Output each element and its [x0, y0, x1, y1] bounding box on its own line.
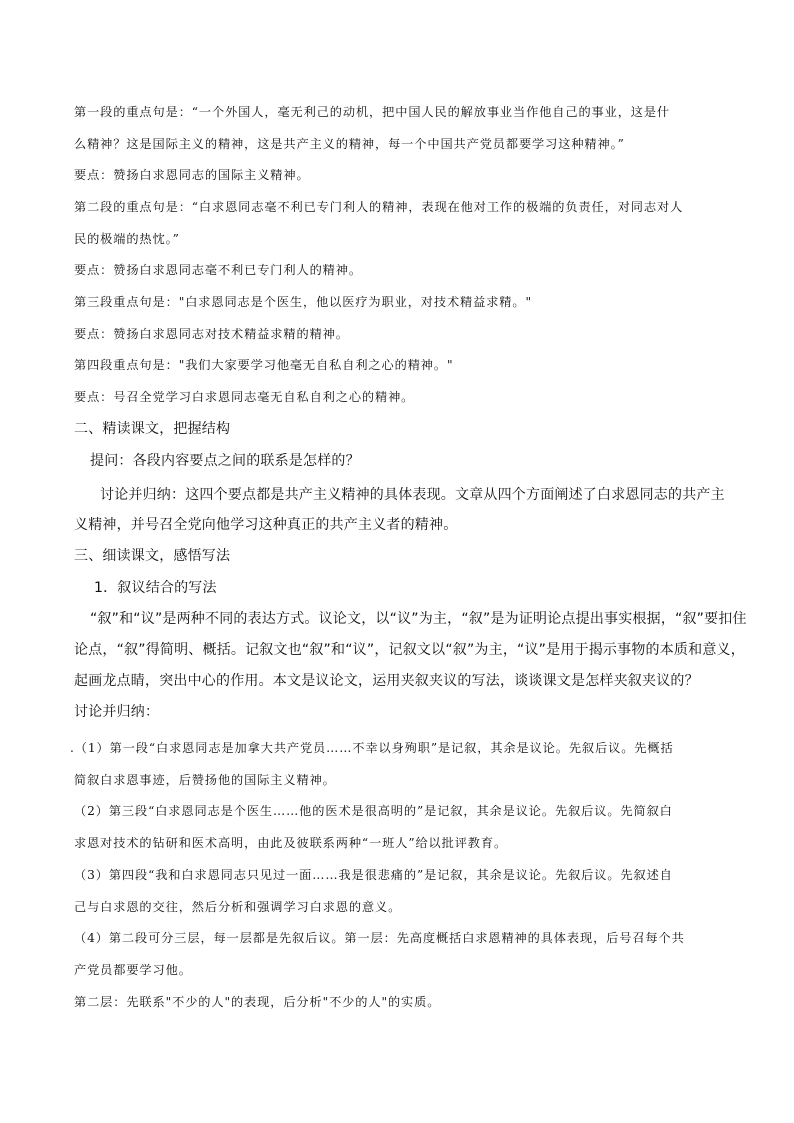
paragraph-line: 第四段重点句是："我们大家要学习他毫无自私自利之心的精神。" [74, 358, 454, 372]
question-line: 提问：各段内容要点之间的联系是怎样的？ [90, 453, 360, 469]
list-item-line: 简叙白求恩事迹，后赞扬他的国际主义精神。 [74, 773, 336, 787]
paragraph-line: 要点：赞扬白求恩同志毫不利已专门利人的精神。 [74, 263, 362, 277]
paragraph-line: 要点：号召全党学习白求恩同志毫无自私自利之心的精神。 [74, 390, 415, 404]
list-item-line: 第二层：先联系"不少的人"的表现，后分析"不少的人"的实质。 [74, 995, 441, 1009]
paragraph-line: 第三段重点句是："白求恩同志是个医生，他以医疗为职业，对技术精益求精。" [74, 295, 532, 309]
list-item-line: （4）第二段可分三层，每一层都是先叙后议。第一层：先高度概括白求恩精神的具体表现，后号召每个共 [74, 931, 685, 945]
list-item-line: （3）第四段“我和白求恩同志只见过一面……我是很悲痛的”是记叙，其余是议论。先叙后议。先叙述自 [74, 868, 673, 882]
paragraph-line: 讨论并归纳：这四个要点都是共产主义精神的具体表现。文章从四个方面阐述了白求恩同志的共产主 [100, 487, 725, 503]
paragraph-line: 义精神，并号召全党向他学习这种真正的共产主义者的精神。 [74, 517, 458, 533]
paragraph-line: 要点：赞扬白求恩同志对技术精益求精的精神。 [74, 327, 349, 341]
paragraph-line: 讨论并归纳： [74, 704, 160, 720]
paragraph-line: 第一段的重点句是：“一个外国人，毫无利己的动机，把中国人民的解放事业当作他自己的事业，这是什 [74, 105, 671, 119]
list-item-line: 产党员都要学习他。 [74, 963, 192, 977]
section-heading: 二、精读课文，把握结构 [74, 421, 231, 437]
paragraph-line: 要点：赞扬白求恩同志的国际主义精神。 [74, 168, 310, 182]
paragraph-line: 么精神？这是国际主义的精神，这是共产主义的精神，每一个中国共产党员都要学习这种精神。” [74, 137, 625, 151]
paragraph-line: “叙”和“议”是两种不同的表达方式。议论文，以“议”为主，“叙”是为证明论点提出事实根据，“叙”要扣住 [90, 611, 747, 627]
paragraph-line: 第二段的重点句是：“白求恩同志毫不利已专门利人的精神，表现在他对工作的极端的负责任，对同志对人 [74, 200, 684, 214]
section-heading: 三、细读课文，感悟写法 [74, 548, 231, 564]
paragraph-line: 起画龙点睛，突出中心的作用。本文是议论文，运用夹叙夹议的写法，谈谈课文是怎样夹叙夹议的？ [74, 673, 699, 689]
paragraph-line: 论点，“叙”得简明、概括。记叙文也“叙”和“议”，记叙文以“叙”为主，“议”是用于揭示事物的本质和意义， [74, 642, 745, 658]
list-item-line: 己与白求恩的交往，然后分析和强调学习白求恩的意义。 [74, 900, 402, 914]
list-item-line: （2）第三段“白求恩同志是个医生……他的医术是很高明的”是记叙，其余是议论。先叙后议。先简叙白 [74, 804, 673, 818]
subheading: 1．叙议结合的写法 [94, 580, 217, 596]
paragraph-line: 民的极端的热忱。” [74, 232, 180, 246]
list-item-line: 求恩对技术的钻研和医术高明，由此及彼联系两种“一班人”给以批评教育。 [74, 836, 508, 850]
list-item-line: .（1）第一段“白求恩同志是加拿大共产党员……不幸以身殉职”是记叙，其余是议论。先叙后议。先概括 [70, 741, 674, 755]
